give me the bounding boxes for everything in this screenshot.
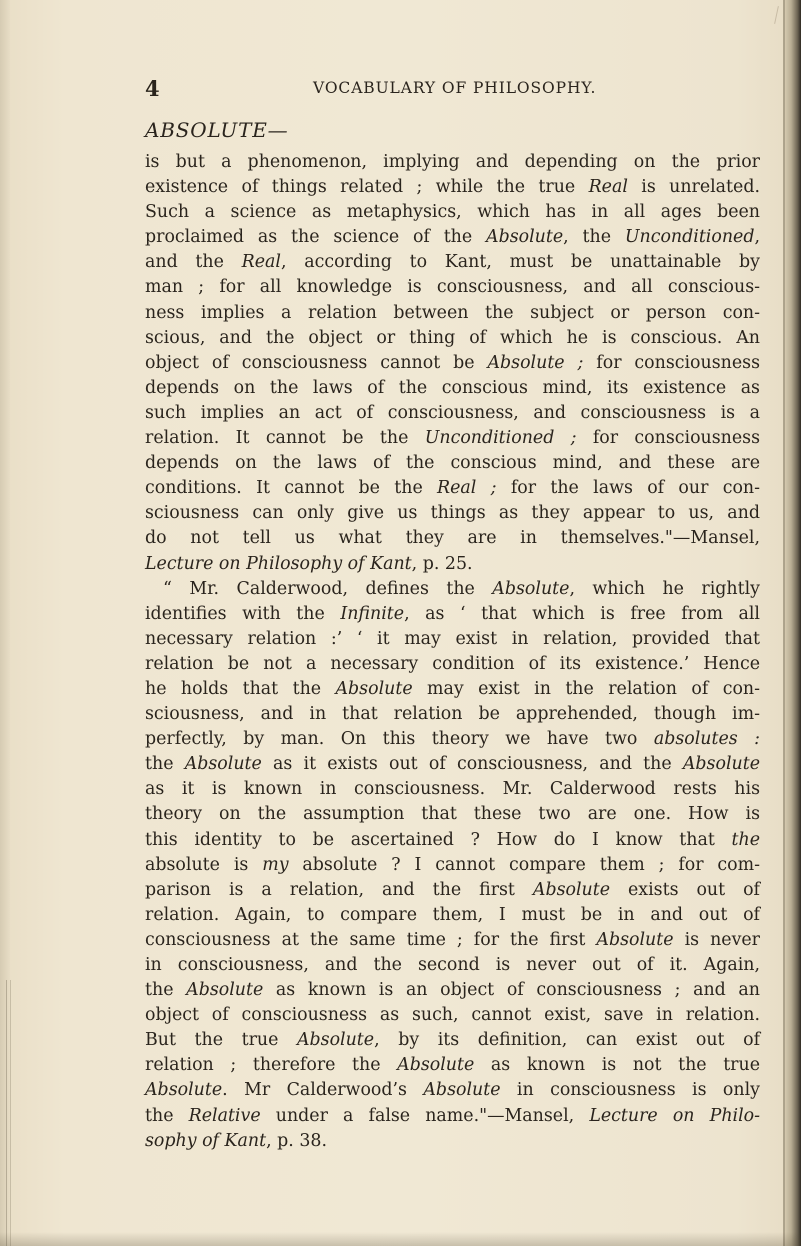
text-segment: for consciousness: [583, 352, 760, 373]
text-segment: absolute ? I cannot compare them ; for com-: [288, 854, 760, 875]
text-line: [145, 275, 760, 300]
italic-text-segment: absolutes :: [653, 729, 760, 750]
text-line: [145, 526, 760, 551]
text-line: [145, 401, 760, 426]
italic-text-segment: Absolute: [532, 879, 611, 900]
text-segment: for consciousness: [576, 428, 761, 449]
text-segment: relation ; therefore the: [145, 1055, 398, 1076]
text-segment: “ Mr. Calderwood, defines the: [163, 578, 493, 599]
text-line: [145, 326, 760, 351]
text-line: [145, 752, 760, 777]
italic-text-segment: Absolute: [335, 678, 413, 699]
text-segment: parison is a relation, and the first: [145, 879, 533, 900]
text-segment: relation. Again, to compare them, I must be in and out of: [145, 904, 760, 925]
text-segment: theory on the assumption that these two are one. How is: [145, 804, 760, 825]
entry-body-text: [145, 150, 760, 1154]
text-segment: sciousness can only give us things as they appear to us, and: [145, 503, 760, 524]
text-segment: scious, and the object or thing of which he is conscious. An: [145, 327, 760, 348]
text-line: [145, 928, 760, 953]
text-segment: relation. It cannot be the: [145, 428, 425, 449]
italic-text-segment: Real: [588, 177, 628, 198]
running-head: VOCABULARY OF PHILOSOPHY.: [313, 79, 597, 97]
text-segment: exists out of: [610, 879, 760, 900]
text-line: [145, 451, 760, 476]
page-right-edge-line: [783, 0, 785, 1246]
text-segment: proclaimed as the science of the: [145, 227, 487, 248]
page-right-edge-shadow: [783, 0, 801, 1246]
text-line: [145, 552, 760, 577]
text-line: [145, 1003, 760, 1028]
text-segment: as it is known in consciousness. Mr. Calderwood rests his: [145, 779, 760, 800]
text-segment: existence of things related ; while the true: [145, 177, 589, 198]
text-segment: for the laws of our con-: [496, 478, 760, 499]
text-segment: man ; for all knowledge is consciousness, and all conscious-: [145, 277, 760, 298]
text-segment: , according to Kant, must be unattainable by: [280, 252, 760, 273]
text-segment: this identity to be ascertained ? How do I know that: [145, 829, 732, 850]
italic-text-segment: Absolute: [423, 1080, 501, 1101]
text-line: [145, 828, 760, 853]
text-segment: conditions. It cannot be the: [145, 478, 438, 499]
page-number: 4: [145, 76, 160, 101]
italic-text-segment: Absolute: [186, 980, 264, 1001]
text-segment: he holds that the: [145, 678, 336, 699]
italic-text-segment: Unconditioned ;: [424, 428, 577, 449]
text-line: [145, 777, 760, 802]
italic-text-segment: Absolute: [492, 578, 570, 599]
text-line: [145, 1053, 760, 1078]
text-segment: the: [145, 754, 185, 775]
italic-text-segment: Absolute: [682, 754, 760, 775]
italic-text-segment: Lecture on Philo-: [589, 1105, 760, 1126]
text-segment: . Mr Calderwood’s: [222, 1080, 424, 1101]
page-left-edge-lines: [6, 980, 11, 1246]
text-line: [145, 702, 760, 727]
text-segment: , as ‘ that which is free from all: [404, 603, 760, 624]
text-line: [145, 150, 760, 175]
text-line: [145, 1104, 760, 1129]
page-header: [145, 76, 745, 100]
text-segment: ness implies a relation between the subject or person con-: [145, 302, 760, 323]
text-line: [145, 200, 760, 225]
text-segment: do not tell us what they are in themselves."—Mansel,: [145, 528, 760, 549]
text-line: [145, 175, 760, 200]
italic-text-segment: Absolute: [397, 1055, 475, 1076]
text-segment: identifies with the: [145, 603, 341, 624]
text-line: [145, 802, 760, 827]
text-segment: the: [145, 1105, 189, 1126]
text-segment: , the: [563, 227, 625, 248]
text-segment: such implies an act of consciousness, and consciousness is a: [145, 402, 760, 423]
italic-text-segment: Absolute ;: [487, 352, 584, 373]
text-segment: sciousness, and in that relation be apprehended, though im-: [145, 704, 760, 725]
text-segment: , p. 38.: [266, 1130, 327, 1151]
text-line: [145, 903, 760, 928]
text-line: [145, 426, 760, 451]
italic-text-segment: Real ;: [437, 478, 497, 499]
text-line: [145, 301, 760, 326]
text-segment: ,: [754, 227, 760, 248]
text-line: [145, 1129, 760, 1154]
text-segment: as known is not the true: [474, 1055, 760, 1076]
text-segment: is never: [673, 929, 760, 950]
text-line: [145, 677, 760, 702]
text-segment: in consciousness is only: [500, 1080, 760, 1101]
text-segment: may exist in the relation of con-: [412, 678, 760, 699]
text-segment: as it exists out of consciousness, and the: [261, 754, 683, 775]
text-line: [145, 602, 760, 627]
text-line: [145, 1078, 760, 1103]
text-line: [145, 376, 760, 401]
text-segment: necessary relation :’ ‘ it may exist in relation, provided that: [145, 628, 760, 649]
text-segment: Such a science as metaphysics, which has in all ages been: [145, 202, 760, 223]
text-segment: depends on the laws of the conscious mind, and these are: [145, 453, 760, 474]
text-line: [145, 1028, 760, 1053]
italic-text-segment: Lecture on Philosophy of Kant: [145, 553, 412, 574]
text-line: [145, 577, 760, 602]
text-segment: and the: [145, 252, 242, 273]
pencil-mark: [774, 6, 779, 24]
text-segment: in consciousness, and the second is never out of it. Again,: [145, 955, 760, 975]
text-segment: But the true: [145, 1030, 297, 1051]
italic-text-segment: Absolute: [596, 929, 674, 950]
text-segment: object of consciousness cannot be: [145, 352, 488, 373]
text-segment: , which he rightly: [569, 578, 760, 599]
text-segment: consciousness at the same time ; for the first: [145, 929, 597, 950]
italic-text-segment: my: [262, 854, 289, 875]
text-segment: , by its definition, can exist out of: [374, 1030, 761, 1051]
text-line: [145, 978, 760, 1003]
text-line: [145, 476, 760, 501]
italic-text-segment: Absolute: [486, 227, 564, 248]
text-line: [145, 501, 760, 526]
text-line: [145, 250, 760, 275]
page-bottom-shadow: [0, 1232, 801, 1246]
italic-text-segment: Absolute: [145, 1080, 223, 1101]
italic-text-segment: Absolute: [184, 754, 262, 775]
text-segment: absolute is: [145, 854, 263, 875]
text-segment: relation be not a necessary condition of its existence.’ Hence: [145, 653, 760, 674]
text-segment: the: [145, 980, 187, 1001]
text-segment: under a false name."—Mansel,: [260, 1105, 590, 1126]
italic-text-segment: sophy of Kant: [145, 1130, 267, 1151]
text-segment: perfectly, by man. On this theory we have two: [145, 729, 654, 750]
text-segment: is unrelated.: [627, 177, 760, 198]
text-line: [145, 878, 760, 903]
text-line: [145, 853, 760, 878]
text-segment: depends on the laws of the conscious mind, its existence as: [145, 377, 760, 398]
italic-text-segment: the: [731, 829, 760, 850]
text-line: [145, 225, 760, 250]
text-line: [145, 953, 760, 978]
italic-text-segment: Real: [241, 252, 281, 273]
entry-heading: ABSOLUTE—: [145, 118, 289, 142]
text-segment: is but a phenomenon, implying and depending on the prior: [145, 152, 760, 172]
italic-text-segment: Unconditioned: [624, 227, 755, 248]
text-line: [145, 351, 760, 376]
text-segment: , p. 25.: [411, 553, 473, 574]
text-segment: object of consciousness as such, cannot exist, save in relation.: [145, 1005, 760, 1026]
text-line: [145, 627, 760, 652]
italic-text-segment: Absolute: [296, 1030, 375, 1051]
text-segment: as known is an object of consciousness ; and an: [263, 980, 761, 1001]
italic-text-segment: Relative: [188, 1105, 261, 1126]
text-line: [145, 652, 760, 677]
text-line: [145, 727, 760, 752]
italic-text-segment: Infinite: [340, 603, 405, 624]
